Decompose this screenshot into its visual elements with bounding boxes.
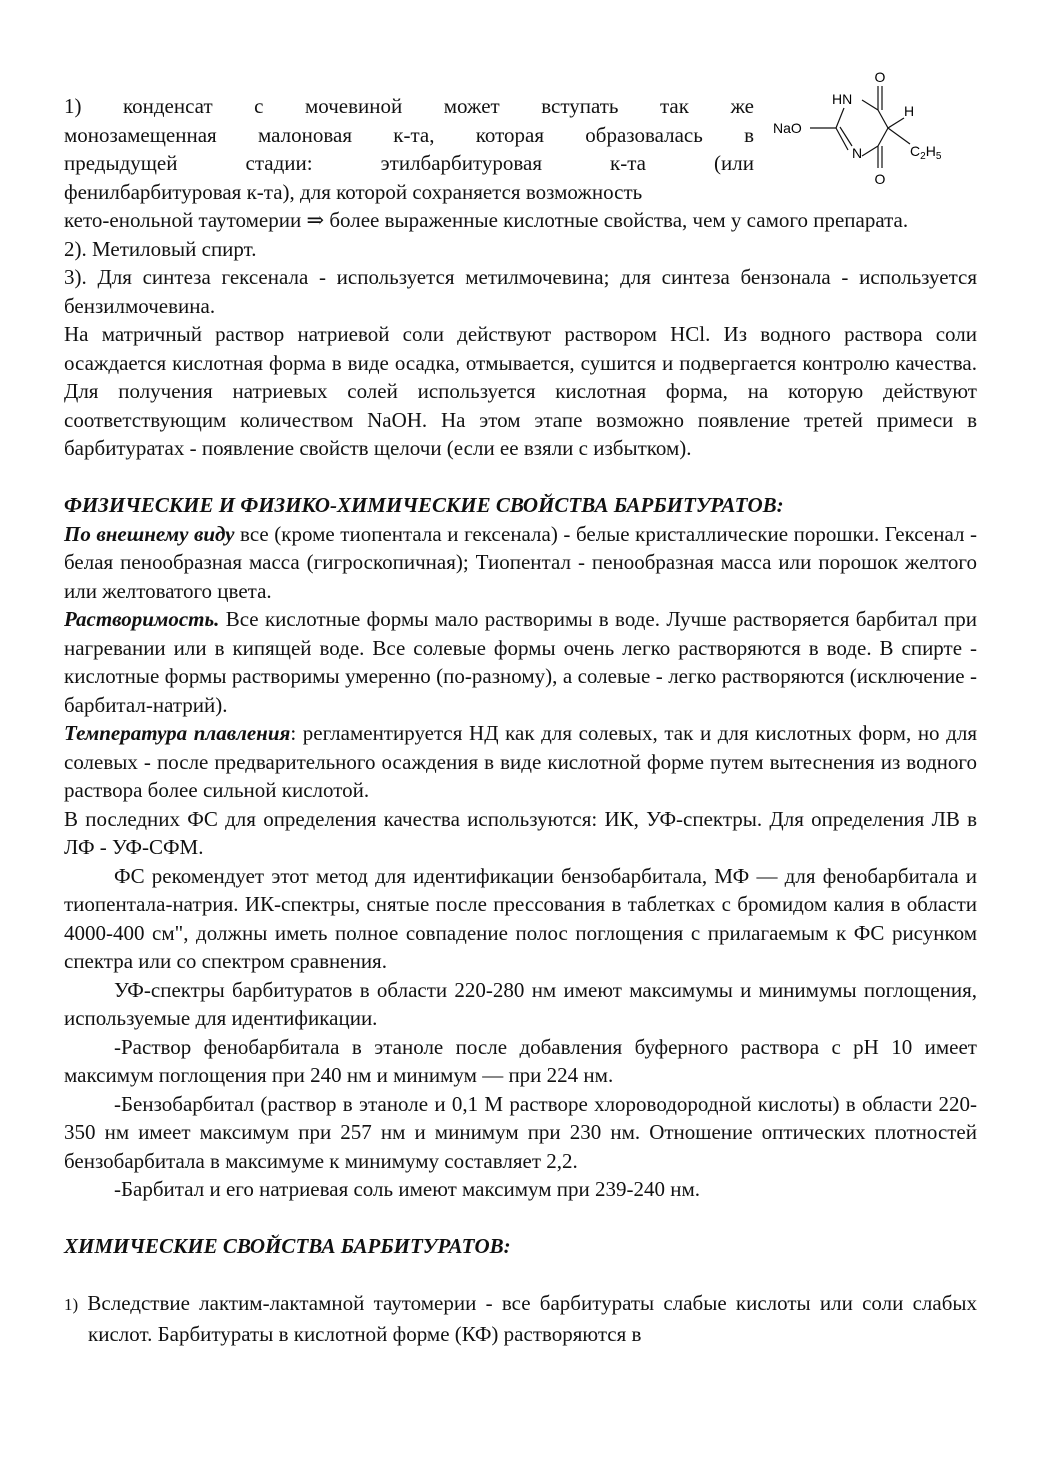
intro-line-5: кето-енольной таутомерии ⇒ более выраженные кислотные свойства, чем у самого препарата. [64,208,909,232]
paragraph-barbital: -Барбитал и его натриевая соль имеют максимум при 239-240 нм. [114,1177,701,1201]
solubility-label: Растворимость. [64,607,220,631]
nao-label: NaO [773,120,802,136]
melting-label: Температура плавления [64,721,291,745]
document-page [64,72,977,1348]
solubility-text: Все кислотные формы мало растворимы в воде. Лучше растворяется барбитал при нагревании или в кипящей воде. Все солевые формы очень легко растворяются в воде. В спирте - кислотные формы растворимы умеренно (по-разному), а солевые - легко растворяются (исключение - барбитал-натрий). [64,607,977,717]
heading-physical-properties: ФИЗИЧЕСКИЕ И ФИЗИКО-ХИМИЧЕСКИЕ СВОЙСТВА БАРБИТУРАТОВ: [64,493,784,517]
paragraph-uv-spectra: УФ-спектры барбитуратов в области 220-280 нм имеют максимумы и минимумы поглощения, используемые для идентификации. [64,977,977,1030]
carbonyl-o-bottom: O [874,171,886,187]
heading-chemical-properties: ХИМИЧЕСКИЕ СВОЙСТВА БАРБИТУРАТОВ: [64,1234,511,1258]
paragraph-benzobarbital: -Бензобарбитал (раствор в этаноле и 0,1 М растворе хлороводородной кислоты) в области 220-350 нм имеет максимум при 257 нм и минимум при 230 нм. Отношение оптических плотностей бензобарбитала в максимуме к минимуму составляет 2,2. [64,1091,977,1173]
melting-text: : регламентируется НД как для солевых, так и для кислотных форм, но для солевых - после предварительного осаждения в виде кислотной форме путем вытеснения из водного раствора более сильной кислотой. [64,721,977,802]
intro-line-1: 1) конденсат с мочевиной может вступать так же [64,94,754,118]
paragraph-melting-point [64,719,977,805]
n-label: N [852,145,863,161]
paragraph-synthesis: 3). Для синтеза гексенала - используется метилмочевина; для синтеза бензонала - используется бензилмочевина. [64,265,977,318]
appearance-text: все (кроме тиопентала и гексенала) - белые кристаллические порошки. Гексенал - белая пенообразная масса (гигроскопичная); Тиопентал - пенообразная масса или порошок желтого или желтоватого цвета. [64,521,977,603]
intro-block [64,72,977,206]
ethyl-label: $C_2H_5$ [910,143,942,162]
hn-label: HN [832,91,853,107]
appearance-label: По внешнему виду [64,521,235,546]
intro-line-2: монозамещенная малоновая к-та, которая образовалась в [64,122,754,147]
paragraph-fs-methods: В последних ФС для определения качества используются: ИК, УФ-спектры. Для определения ЛВ в ЛФ - УФ-СФМ. [64,806,977,859]
intro-text [64,92,754,206]
paragraph-matrix-solution: На матричный раствор натриевой соли действуют раствором HCl. Из водного раствора соли осаждается кислотная форма в виде осадка, отмывается, сушится и подвергается контролю качества. Для получения натриевых солей используется кислотная форма, на которую действуют соответствующим количеством NaOH. На этом этапе возможно появление третей примеси в барбитуратах - появление свойств щелочи (если ее взяли с избытком). [64,322,977,460]
intro-line-4: фенилбарбитуровая к-та), для которой сохраняется возможность [64,179,643,204]
paragraph-ir-spectra: ФС рекомендует этот метод для идентификации бензобарбитала, МФ — для фенобарбитала и тиопентала-натрия. ИК-спектры, снятые после прессования в таблетках с бромидом калия в области 4000-400 см", должны иметь полное совпадение полос поглощения с прилагаемым к ФС рисунком спектра или со спектром сравнения. [64,863,977,973]
paragraph-appearance [64,520,977,606]
barbiturate-structure [770,72,960,202]
paragraph-phenobarbital: -Раствор фенобарбитала в этаноле после добавления буферного раствора с pH 10 имеет максимум поглощения при 240 нм и минимум — при 224 нм. [64,1034,977,1087]
carbonyl-o-top: O [874,72,886,85]
paragraph-solubility [64,605,977,719]
chem-item-1 [64,1289,977,1348]
chem-item-1-text: Вследствие лактим-лактамной таутомерии - все барбитураты слабые кислоты или соли слабых кислот. Барбитураты в кислотной форме (КФ) растворяются в [78,1291,977,1346]
h-label: H [904,103,915,119]
intro-line-3: предыдущей стадии: этилбарбитуровая к-та (или [64,151,754,175]
paragraph-methanol: 2). Метиловый спирт. [64,236,257,261]
chem-item-1-number: 1) [64,1295,79,1314]
